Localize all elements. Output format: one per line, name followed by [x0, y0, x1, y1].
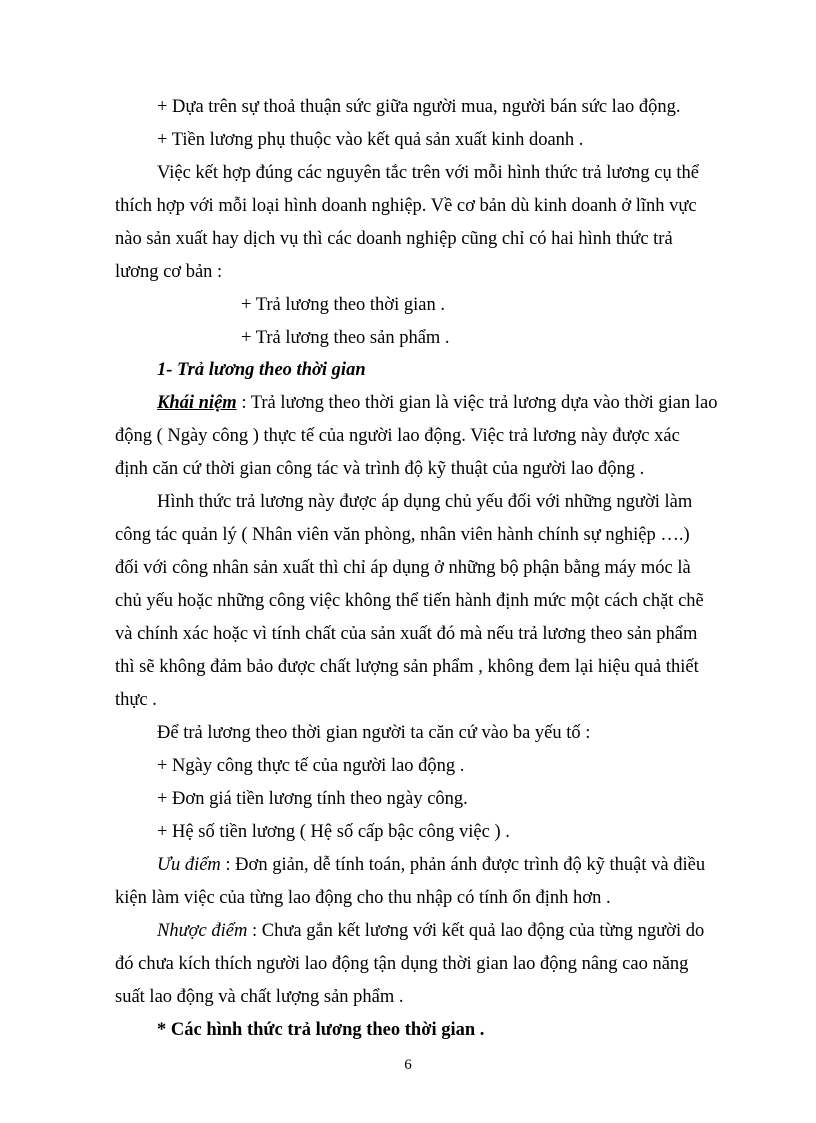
text-line: chủ yếu hoặc những công việc không thể tiến hành định mức một cách chặt chẽ	[115, 591, 704, 611]
text-line: + Hệ số tiền lương ( Hệ số cấp bậc công việc ) .	[157, 822, 510, 842]
text-line	[157, 854, 705, 876]
text-line: Việc kết hợp đúng các nguyên tắc trên với mỗi hình thức trả lương cụ thể	[157, 163, 699, 183]
text-line: công tác quản lý ( Nhân viên văn phòng, nhân viên hành chính sự nghiệp ….)	[115, 525, 690, 545]
text-line: + Đơn giá tiền lương tính theo ngày công.	[157, 789, 468, 809]
section-heading: * Các hình thức trả lương theo thời gian .	[157, 1020, 485, 1040]
term-text: : Đơn giản, dễ tính toán, phản ánh được trình độ kỹ thuật và điều	[220, 855, 706, 875]
term-label: Ưu điểm	[157, 855, 221, 875]
term-label: Nhược điểm	[157, 921, 248, 941]
text-line: + Tiền lương phụ thuộc vào kết quả sản xuất kinh doanh .	[157, 130, 584, 150]
text-line: lương cơ bản :	[115, 262, 223, 282]
text-line: định căn cứ thời gian công tác và trình độ kỹ thuật của người lao động .	[115, 459, 645, 479]
text-line: đối với công nhân sản xuất thì chỉ áp dụng ở những bộ phận bằng máy móc là	[115, 558, 691, 578]
text-line: + Ngày công thực tế của người lao động .	[157, 756, 465, 776]
text-line: động ( Ngày công ) thực tế của người lao động. Việc trả lương này được xác	[115, 426, 680, 446]
text-line: Để trả lương theo thời gian người ta căn cứ vào ba yếu tố :	[157, 723, 591, 743]
text-line: đó chưa kích thích người lao động tận dụng thời gian lao động nâng cao năng	[115, 954, 689, 974]
term-label: Khái niệm	[157, 393, 237, 413]
term-text: : Chưa gắn kết lương với kết quả lao động của từng người do	[247, 921, 705, 941]
page-number: 6	[404, 1057, 412, 1073]
text-line: + Dựa trên sự thoả thuận sức giữa người mua, người bán sức lao động.	[157, 97, 681, 117]
section-heading: 1- Trả lương theo thời gian	[157, 360, 366, 380]
text-line: + Trả lương theo thời gian .	[241, 295, 445, 315]
text-line: thì sẽ không đảm bảo được chất lượng sản phẩm , không đem lại hiệu quả thiết	[115, 657, 699, 677]
text-line: Hình thức trả lương này được áp dụng chủ yếu đối với những người làm	[157, 492, 693, 512]
text-line: suất lao động và chất lượng sản phẩm .	[115, 987, 404, 1007]
text-line: thực .	[115, 690, 157, 710]
text-line: nào sản xuất hay dịch vụ thì các doanh nghiệp cũng chỉ có hai hình thức trả	[115, 229, 673, 249]
text-line	[157, 920, 704, 942]
term-text: : Trả lương theo thời gian là việc trả lương dựa vào thời gian lao	[236, 393, 718, 413]
text-line: và chính xác hoặc vì tính chất của sản xuất đó mà nếu trả lương theo sản phẩm	[115, 624, 698, 644]
text-line	[157, 392, 717, 414]
text-line: kiện làm việc của từng lao động cho thu nhập có tính ổn định hơn .	[115, 888, 611, 908]
text-line: + Trả lương theo sản phẩm .	[241, 328, 450, 348]
text-line: thích hợp với mỗi loại hình doanh nghiệp. Về cơ bản dù kinh doanh ở lĩnh vực	[115, 196, 697, 216]
